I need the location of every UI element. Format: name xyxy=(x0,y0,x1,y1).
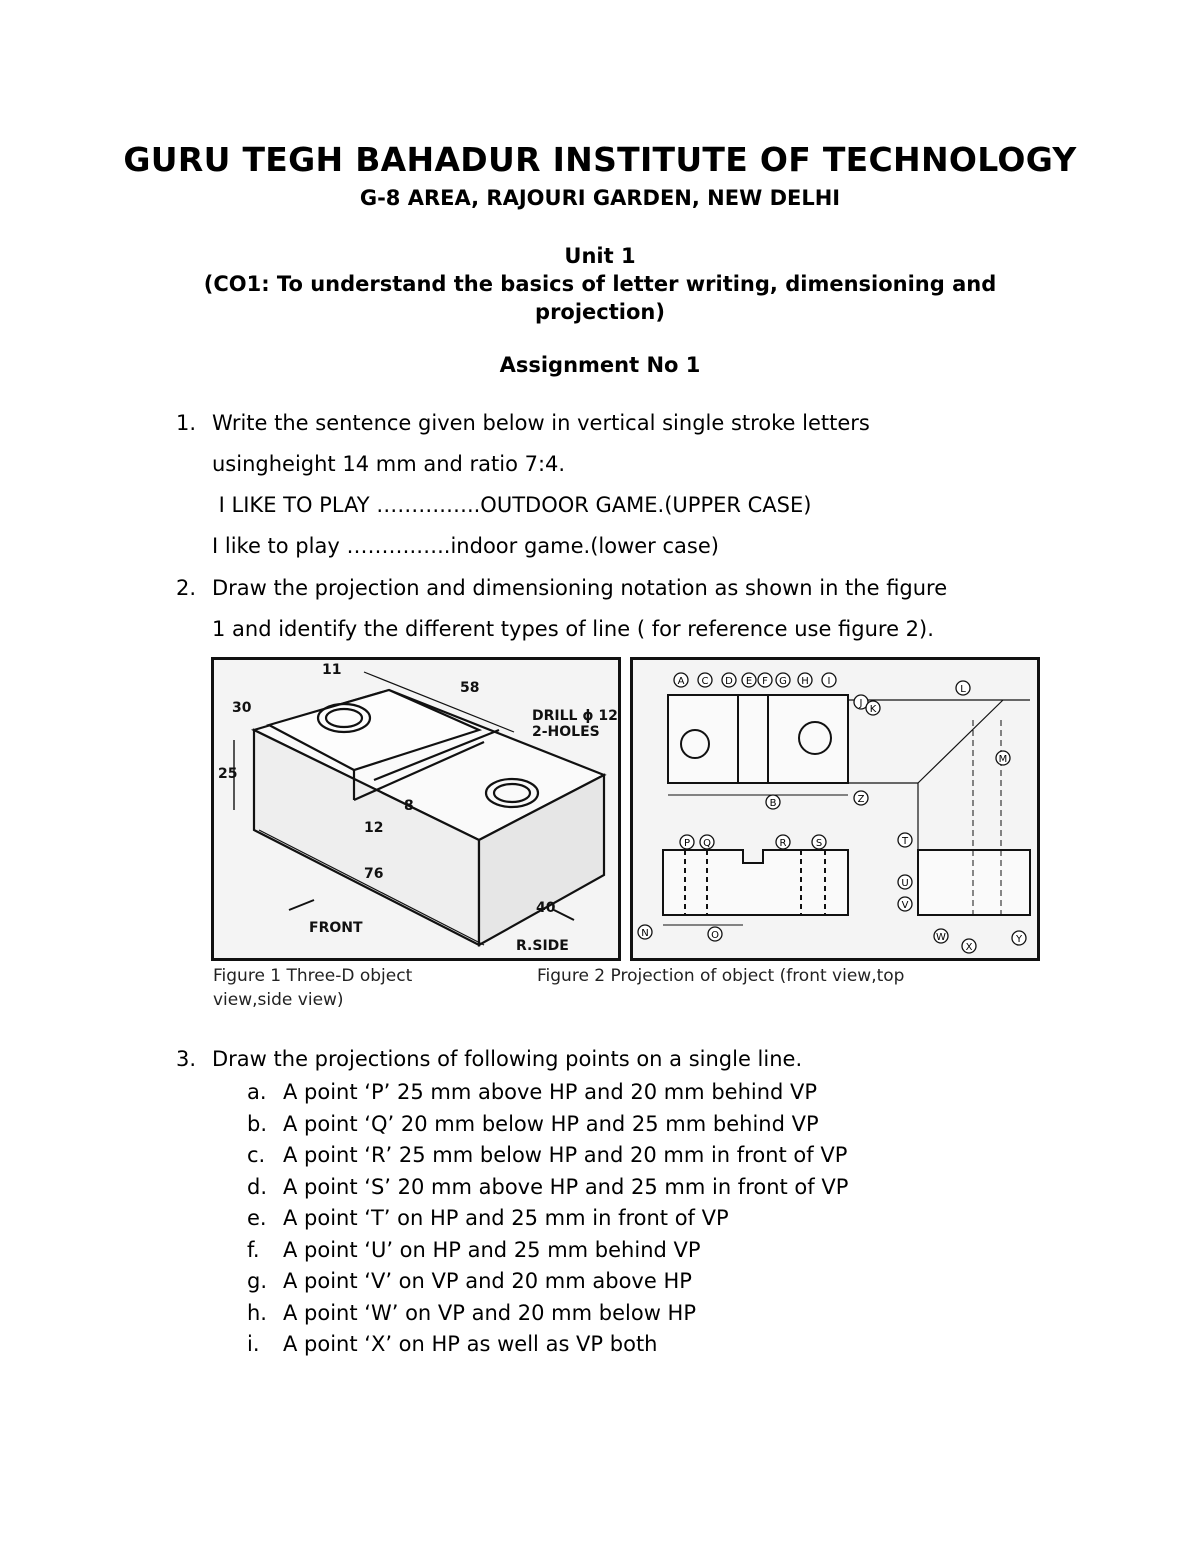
q3-number: 3. xyxy=(176,1047,197,1071)
rside-label: R.SIDE xyxy=(516,938,569,954)
q3-item-text: A point ‘P’ 25 mm above HP and 20 mm behind VP xyxy=(283,1080,818,1104)
marker-label: B xyxy=(769,798,777,809)
marker-label: U xyxy=(901,878,909,889)
q3-item-letter: e. xyxy=(247,1206,267,1230)
marker-label: C xyxy=(701,676,709,687)
figure-2-drawing xyxy=(633,660,1037,958)
marker-label: M xyxy=(998,754,1008,765)
marker-label: P xyxy=(683,838,691,849)
q3-item-text: A point ‘T’ on HP and 25 mm in front of VP xyxy=(283,1206,729,1230)
dim-30: 30 xyxy=(232,700,252,716)
q3-item-text: A point ‘S’ 20 mm above HP and 25 mm in front of VP xyxy=(283,1174,849,1199)
q3-item-letter: g. xyxy=(247,1269,268,1293)
q1-line1: Write the sentence given below in vertical single stroke letters xyxy=(212,411,870,435)
institute-address: G-8 AREA, RAJOURI GARDEN, NEW DELHI xyxy=(359,186,841,210)
marker-label: J xyxy=(859,698,863,709)
marker-label: Q xyxy=(703,838,711,849)
holes-label: 2-HOLES xyxy=(532,724,600,740)
q1-number: 1. xyxy=(176,411,197,435)
q3-item-letter: d. xyxy=(247,1174,268,1199)
q3-item-text: A point ‘U’ on HP and 25 mm behind VP xyxy=(283,1237,701,1262)
dim-8: 8 xyxy=(404,798,414,814)
dim-58: 58 xyxy=(460,680,480,696)
q3-line1: Draw the projections of following points on a single line. xyxy=(212,1047,803,1071)
marker-label: K xyxy=(869,704,877,715)
q3-item-letter: a. xyxy=(247,1080,267,1104)
q3-item-text: A point ‘W’ on VP and 20 mm below HP xyxy=(283,1300,697,1325)
course-objective: (CO1: To understand the basics of letter writing, dimensioning and projection) xyxy=(203,272,997,324)
figure-2-projection xyxy=(630,657,1040,961)
drill-label: DRILL ϕ 12 xyxy=(532,708,618,724)
marker-label: S xyxy=(815,838,823,849)
q3-item-text: A point ‘R’ 25 mm below HP and 20 mm in front of VP xyxy=(283,1143,848,1167)
marker-label: Z xyxy=(857,794,865,805)
q1-line4: I like to play ……….…..indoor game.(lower case) xyxy=(212,534,719,558)
q1-line2: usingheight 14 mm and ratio 7:4. xyxy=(212,452,566,476)
figure-1-caption: Figure 1 Three-D object view,side view) xyxy=(213,966,413,1010)
front-label: FRONT xyxy=(309,920,363,936)
q3-item-letter: i. xyxy=(247,1332,260,1356)
dim-12: 12 xyxy=(364,820,384,836)
unit-heading: Unit 1 xyxy=(564,244,636,268)
figure-1-isometric xyxy=(211,657,621,961)
assignment-heading: Assignment No 1 xyxy=(499,353,701,377)
q3-item-letter: h. xyxy=(247,1300,267,1325)
marker-label: V xyxy=(901,900,909,911)
dim-11: 11 xyxy=(322,662,342,678)
marker-label: N xyxy=(641,928,649,939)
marker-label: O xyxy=(711,930,719,941)
q3-item-letter: f. xyxy=(247,1237,260,1262)
q3-item-letter: b. xyxy=(247,1111,268,1136)
marker-label: F xyxy=(762,676,768,687)
q1-line3: I LIKE TO PLAY ……….…..OUTDOOR GAME.(UPPER CASE) xyxy=(212,493,812,517)
q3-item-letter: c. xyxy=(247,1143,266,1167)
dim-76: 76 xyxy=(364,866,384,882)
marker-label: I xyxy=(827,676,831,687)
marker-label: A xyxy=(677,676,685,687)
marker-label: R xyxy=(779,838,787,849)
q2-number: 2. xyxy=(176,576,197,600)
marker-label: L xyxy=(960,684,966,695)
q3-item-text: A point ‘V’ on VP and 20 mm above HP xyxy=(283,1269,692,1293)
marker-label: D xyxy=(725,676,733,687)
figure-2-caption: Figure 2 Projection of object (front view,top xyxy=(537,966,905,986)
marker-label: H xyxy=(801,676,809,687)
q2-line2: 1 and identify the different types of line ( for reference use figure 2). xyxy=(212,617,934,641)
dim-40: 40 xyxy=(536,900,556,916)
marker-label: E xyxy=(745,676,753,687)
q2-line1: Draw the projection and dimensioning notation as shown in the figure xyxy=(212,576,948,600)
institute-title: GURU TEGH BAHADUR INSTITUTE OF TECHNOLOGY xyxy=(123,140,1077,179)
marker-label: X xyxy=(965,942,973,953)
marker-label: G xyxy=(779,676,787,687)
dim-25: 25 xyxy=(218,766,238,782)
q3-item-text: A point ‘Q’ 20 mm below HP and 25 mm behind VP xyxy=(283,1111,819,1136)
marker-label: Y xyxy=(1015,934,1023,945)
marker-label: W xyxy=(936,932,946,943)
q3-item-text: A point ‘X’ on HP as well as VP both xyxy=(283,1332,658,1356)
marker-label: T xyxy=(901,836,909,847)
figure-1-drawing xyxy=(214,660,618,958)
